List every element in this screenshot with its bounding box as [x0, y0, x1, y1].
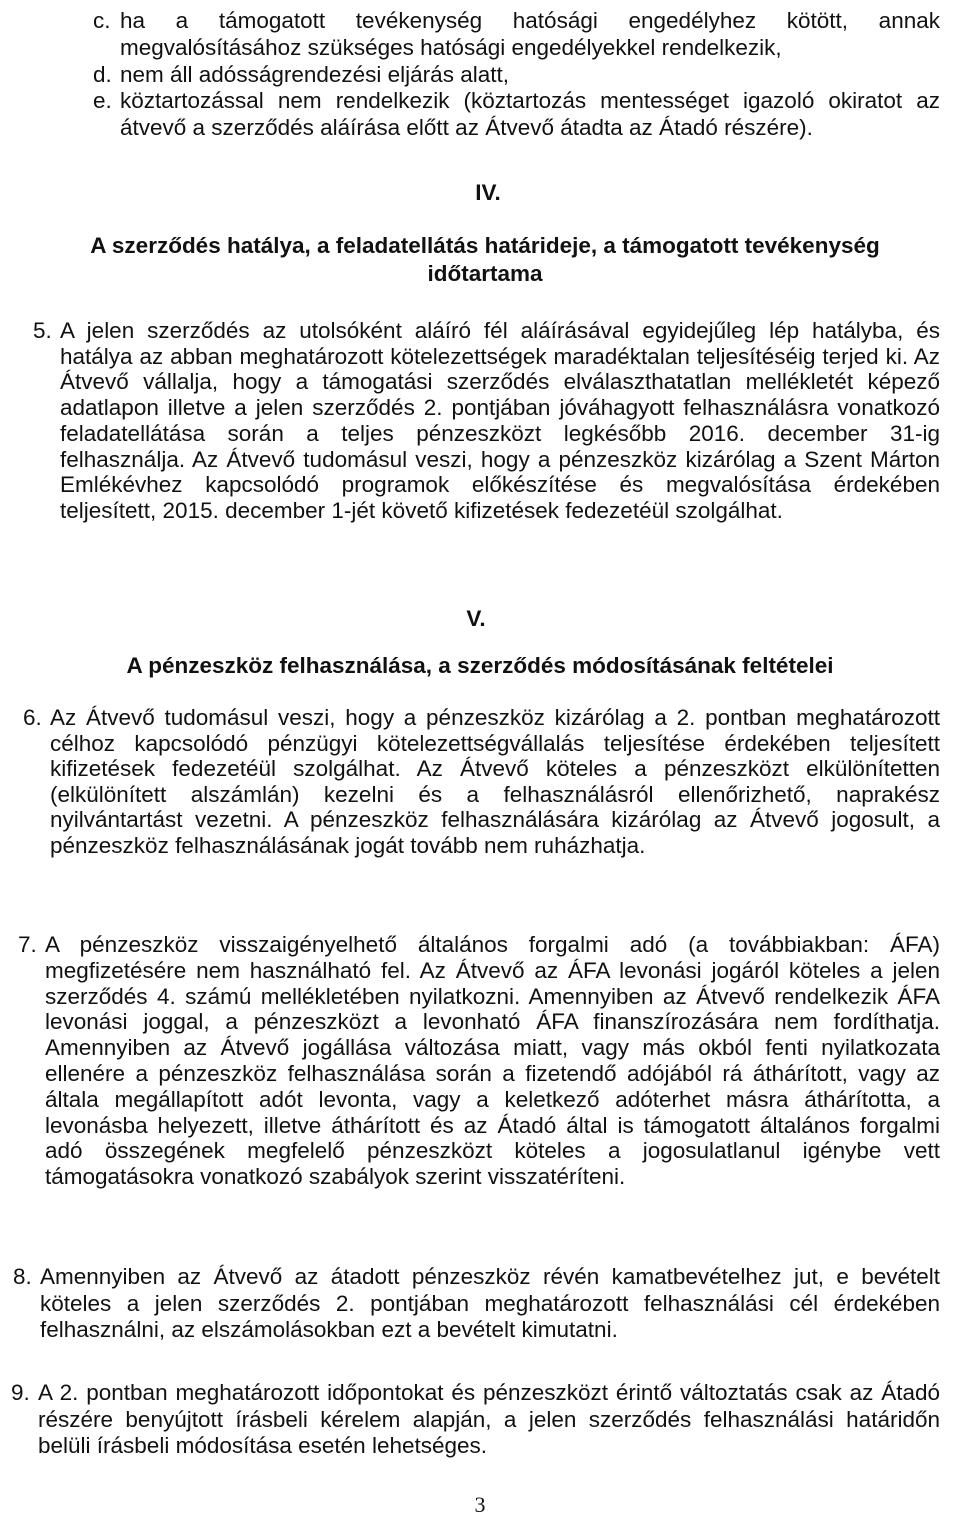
paragraph-text: Amennyiben az Átvevő az átadott pénzeszköz révén kamatbevételhez jut, e bevételt köteles a jelen szerződés 2. pontjában meghatározott felhasználási cél érdekében felhasználni, az elszámolásokban ezt a bevételt kimutatni.	[40, 1264, 940, 1342]
list-item-e	[93, 88, 940, 141]
paragraph-7	[18, 932, 940, 1190]
section-number: V.	[466, 606, 486, 631]
section-title: A szerződés hatálya, a feladatellátás határideje, a támogatott tevékenység időtartama	[90, 233, 880, 286]
paragraph-6	[23, 705, 940, 859]
list-item-text: ha a támogatott tevékenység hatósági engedélyhez kötött, annak megvalósításához szükséges hatósági engedélyekkel rendelkezik,	[120, 8, 940, 60]
paragraph-text: A pénzeszköz visszaigényelhető általános forgalmi adó (a továbbiakban: ÁFA) megfizetésére nem használható fel. Az Átvevő az ÁFA levonási jogáról köteles a jelen szerződés 4. számú mellékletében nyilatkozni. Amennyiben az Átvevő rendelkezik ÁFA levonási joggal, a pénzeszközt a levonható ÁFA finanszírozására nem fordíthatja. Amennyiben az Átvevő jogállása változása miatt, vagy más okból fenti nyilatkozata ellenére a pénzeszköz felhasználása során a fizetendő adójából rá áthárított, vagy az általa megállapított adót levonta, vagy a keletkező adóterhet másra áthárította, a levonásba helyezett, illetve áthárított és az Átadó által is támogatott általános forgalmi adó összegének megfelelő pénzeszközt köteles a jogosulatlanul igénybe vett támogatásokra vonatkozó szabályok szerint visszatéríteni.	[45, 932, 940, 1190]
paragraph-marker: 6.	[23, 705, 42, 730]
section-title: A pénzeszköz felhasználása, a szerződés módosításának feltételei	[126, 653, 834, 678]
list-marker: e.	[93, 88, 112, 113]
list-item-text: nem áll adósságrendezési eljárás alatt,	[120, 62, 509, 87]
paragraph-text: A 2. pontban meghatározott időpontokat és pénzeszközt érintő változtatás csak az Átadó részére benyújtott írásbeli kérelem alapján, a jelen szerződés felhasználási határidőn belüli írásbeli módosítása esetén lehetséges.	[38, 1380, 940, 1458]
paragraph-text: Az Átvevő tudomásul veszi, hogy a pénzeszköz kizárólag a 2. pontban meghatározott célhoz kapcsolódó pénzügyi kötelezettségvállalás teljesítése érdekében teljesített kifizetések fedezetéül szolgálhat. Az Átvevő köteles a pénzeszközt elkülönítetten (elkülönített alszámlán) kezelni és a felhasználásról ellenőrizhető, naprakész nyilvántartást vezetni. A pénzeszköz felhasználására kizárólag az Átvevő jogosult, a pénzeszköz felhasználásának jogát tovább nem ruházhatja.	[50, 705, 940, 858]
paragraph-marker: 8.	[13, 1264, 32, 1289]
page-number: 3	[474, 1492, 486, 1517]
paragraph-9	[11, 1380, 940, 1460]
paragraph-marker: 9.	[11, 1380, 30, 1405]
list-item-text: köztartozással nem rendelkezik (köztartozás mentességet igazoló okiratot az átvevő a szerződés aláírása előtt az Átvevő átadta az Átadó részére).	[120, 88, 940, 140]
list-item-c	[93, 8, 940, 61]
paragraph-text: A jelen szerződés az utolsóként aláíró fél aláírásával egyidejűleg lép hatályba, és hatálya az abban meghatározott kötelezettségek maradéktalan teljesítéséig terjed ki. Az Átvevő vállalja, hogy a támogatási szerződés elválaszthatatlan mellékletét képező adatlapon illetve a jelen szerződés 2. pontjában jóváhagyott felhasználásra vonatkozó feladatellátása során a teljes pénzeszközt legkésőbb 2016. december 31-ig felhasználja. Az Átvevő tudomásul veszi, hogy a pénzeszköz kizárólag a Szent Márton Emlékévhez kapcsolódó programok előkészítése és megvalósítása érdekében teljesített, 2015. december 1-jét követő kifizetések fedezetéül szolgálhat.	[60, 318, 940, 523]
paragraph-5	[33, 318, 940, 524]
list-marker: c.	[93, 8, 111, 33]
paragraph-marker: 5.	[33, 318, 52, 343]
paragraph-8	[13, 1264, 940, 1344]
list-item-d	[93, 62, 940, 89]
list-marker: d.	[93, 62, 112, 87]
section-number: IV.	[475, 180, 501, 205]
paragraph-marker: 7.	[18, 932, 37, 957]
